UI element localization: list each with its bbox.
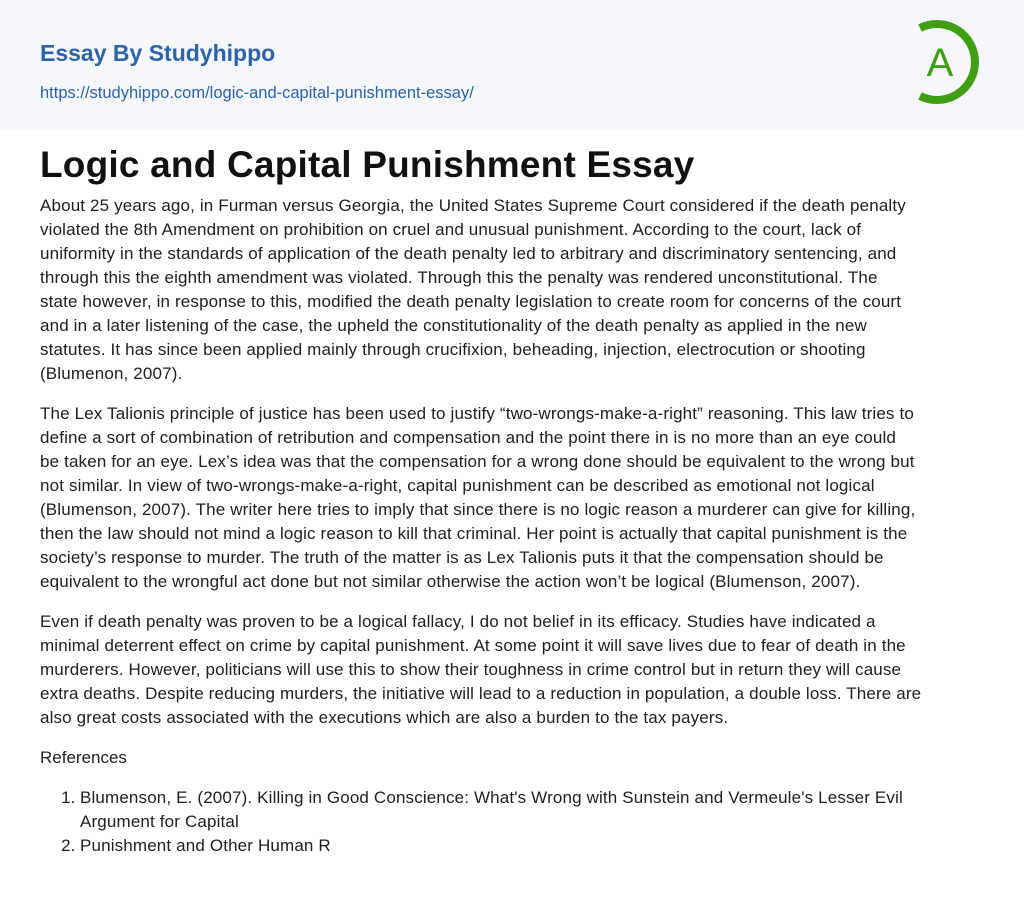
page-title: Logic and Capital Punishment Essay	[40, 144, 695, 185]
reference-line: Argument for Capital	[80, 812, 239, 831]
paragraph-line: Even if death penalty was proven to be a logical fallacy, I do not belief in its efficacy. Studies have indicated a	[40, 612, 876, 631]
logo-letter: A	[926, 41, 954, 85]
paragraph-line: minimal deterrent effect on crime by capital punishment. At some point it will save lives due to fear of death in the	[40, 636, 906, 655]
page-url-link[interactable]: https://studyhippo.com/logic-and-capital-punishment-essay/	[40, 84, 474, 102]
paragraph-line: murderers. However, politicians will use this to show their toughness in crime control but in return they will cause	[40, 660, 902, 679]
paragraph-line: not similar. In view of two-wrongs-make-a-right, capital punishment can be described as emotional not logical	[40, 476, 875, 495]
paragraph-line: (Blumenon, 2007).	[40, 364, 183, 383]
paragraph-line: through this the eighth amendment was violated. Through this the penalty was rendered unconstitutional. The	[40, 268, 878, 287]
paragraph-line: state however, in response to this, modified the death penalty legislation to create room for concerns of the court	[40, 292, 902, 311]
paragraph-line: then the law should not mind a logic reason to kill that criminal. Her point is actually that capital punishment is the	[40, 524, 908, 543]
paragraph-line: statutes. It has since been applied mainly through crucifixion, beheading, injection, electrocution or shooting	[40, 340, 866, 359]
studyhippo-logo-icon[interactable]	[904, 18, 988, 106]
paragraph-line: About 25 years ago, in Furman versus Georgia, the United States Supreme Court considered if the death penalty	[40, 196, 906, 215]
references-list	[40, 786, 990, 858]
site-brand: Essay By Studyhippo	[40, 40, 276, 66]
paragraph-line: and in a later listening of the case, the upheld the constitutionality of the death penalty as applied in the new	[40, 316, 867, 335]
site-header	[0, 0, 1024, 130]
essay-body	[40, 194, 990, 858]
paragraph-line: be taken for an eye. Lex’s idea was that the compensation for a wrong done should be equivalent to the wrong but	[40, 452, 915, 471]
references-heading: References	[40, 748, 127, 767]
paragraph-line: society’s response to murder. The truth of the matter is as Lex Talionis puts it that the compensation should be	[40, 548, 884, 567]
essay-paragraph	[40, 402, 990, 594]
essay-paragraph	[40, 610, 990, 730]
paragraph-line: extra deaths. Despite reducing murders, the initiative will lead to a reduction in population, a double loss. There are	[40, 684, 922, 703]
paragraph-line: also great costs associated with the executions which are also a burden to the tax payers.	[40, 708, 729, 727]
reference-item	[80, 834, 990, 858]
paragraph-line: define a sort of combination of retribution and compensation and the point there in is no more than an eye could	[40, 428, 896, 447]
essay-paragraph	[40, 194, 990, 386]
reference-line: 1. Blumenson, E. (2007). Killing in Good Conscience: What's Wrong with Sunstein and Vermeule's Lesser Evil	[80, 788, 903, 807]
paragraph-line: (Blumenson, 2007). The writer here tries to imply that since there is no logic reason a murderer can give for killing,	[40, 500, 916, 519]
reference-item	[80, 786, 990, 834]
reference-line: 2. Punishment and Other Human R	[80, 836, 331, 855]
paragraph-line: The Lex Talionis principle of justice has been used to justify “two-wrongs-make-a-right” reasoning. This law tries to	[40, 404, 914, 423]
paragraph-line: equivalent to the wrongful act done but not similar otherwise the action won’t be logical (Blumenson, 2007).	[40, 572, 861, 591]
paragraph-line: violated the 8th Amendment on prohibition on cruel and unusual punishment. According to the court, lack of	[40, 220, 862, 239]
paragraph-line: uniformity in the standards of application of the death penalty led to arbitrary and discriminatory sentencing, and	[40, 244, 897, 263]
